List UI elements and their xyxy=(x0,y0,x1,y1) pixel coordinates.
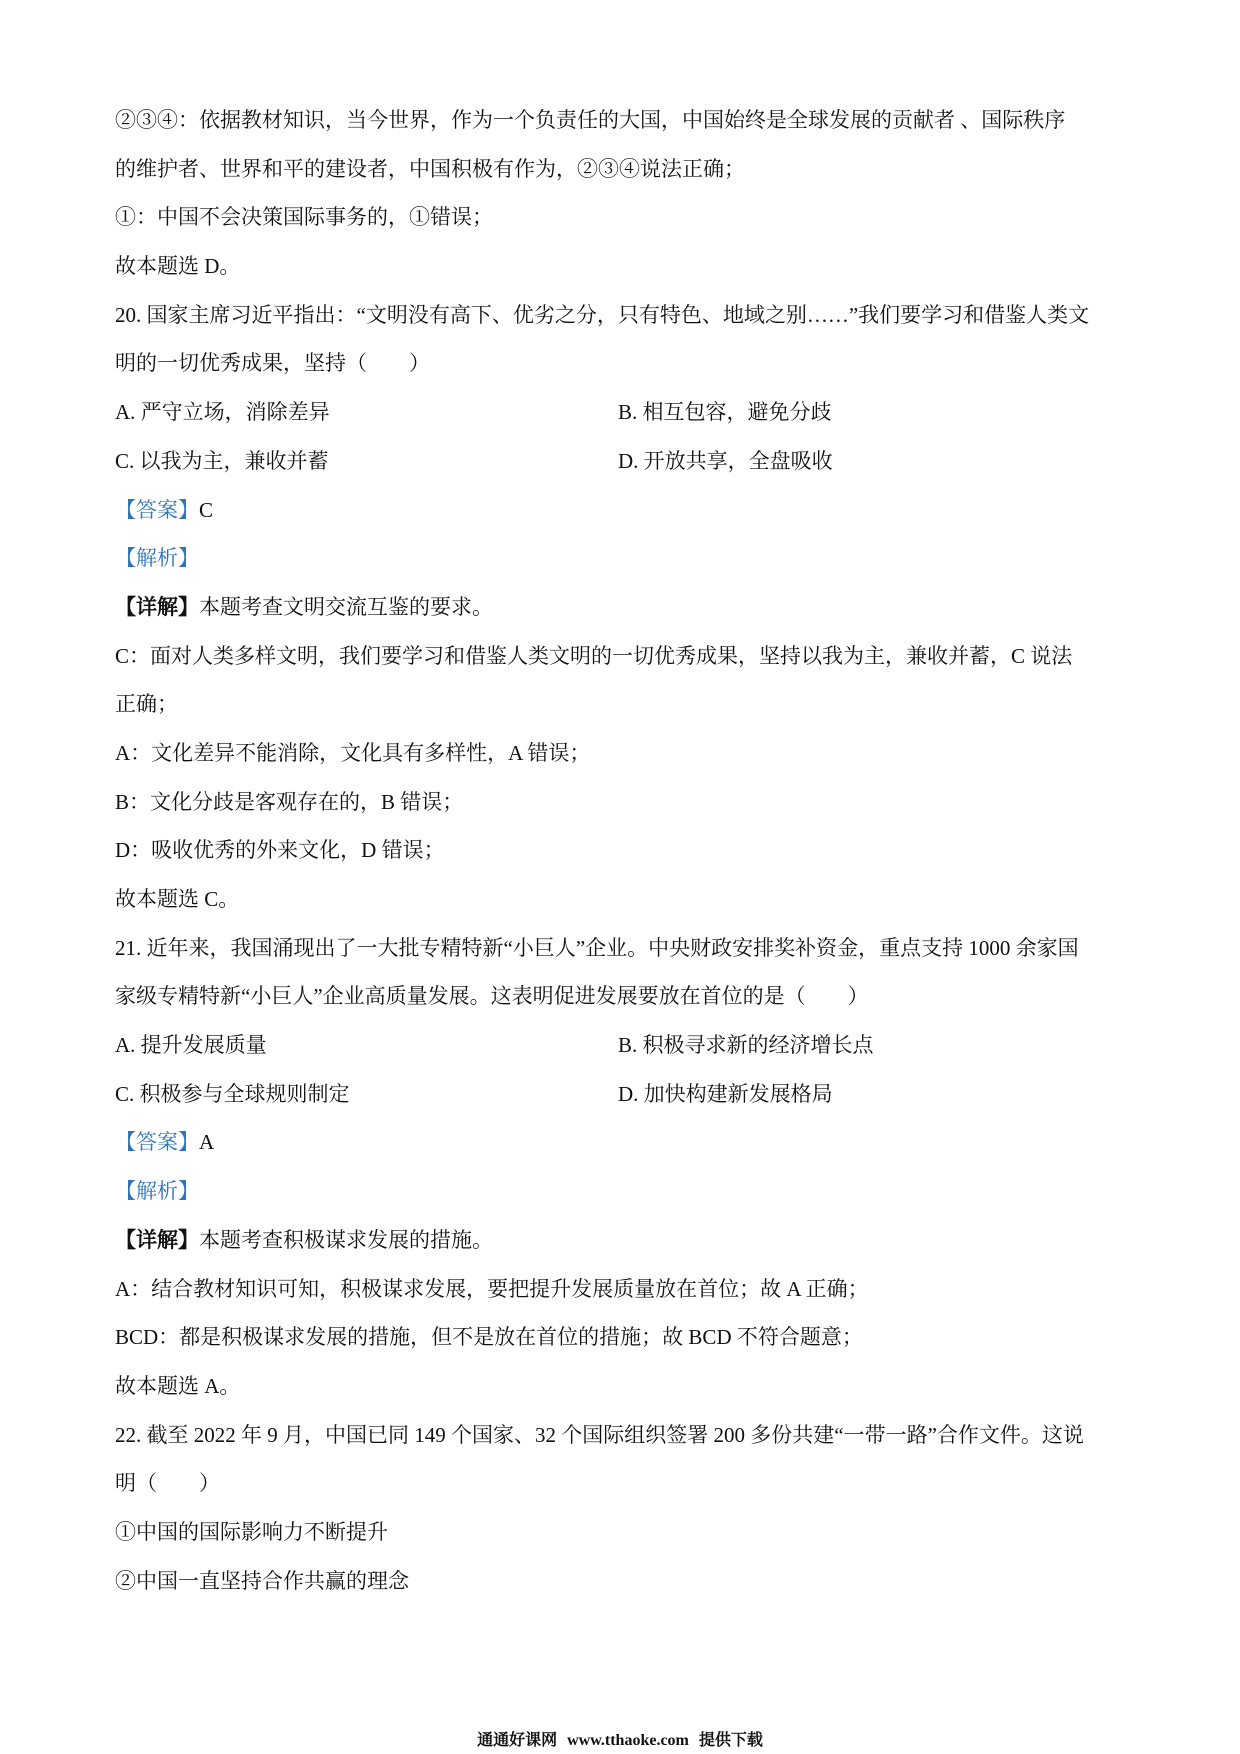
q21-options-row xyxy=(115,1021,1130,1070)
q21-option-a: A. 提升发展质量 xyxy=(115,1033,267,1058)
q20-detail-line: D：吸收优秀的外来文化，D 错误； xyxy=(115,838,445,863)
q20-detail-line: 正确； xyxy=(115,692,178,717)
q21-analysis-label: 【解析】 xyxy=(115,1179,199,1204)
detail-label: 【详解】 xyxy=(115,594,199,619)
q21-detail-intro xyxy=(115,1216,1130,1265)
q21-option-c: C. 积极参与全球规则制定 xyxy=(115,1081,350,1106)
q20-options-row xyxy=(115,388,1130,437)
q21-answer-value: A xyxy=(199,1130,215,1155)
q20-option-d: D. 开放共享，全盘吸收 xyxy=(618,448,833,473)
q20-conclusion: 故本题选 C。 xyxy=(115,887,240,911)
q22-statement-2: ②中国一直坚持合作共赢的理念 xyxy=(115,1568,409,1593)
q21-conclusion: 故本题选 A。 xyxy=(115,1373,241,1398)
page-content xyxy=(115,96,1130,1605)
q21-option-d: D. 加快构建新发展格局 xyxy=(618,1081,833,1106)
q22-stem-line: 22. 截至 2022 年 9 月，中国已同 149 个国家、32 个国际组织签署 200 多份共建“一带一路”合作文件。这说 xyxy=(115,1422,1084,1447)
q20-detail-intro xyxy=(115,583,1130,632)
q21-stem-line: 21. 近年来，我国涌现出了一大批专精特新“小巨人”企业。中央财政安排奖补资金，重点支持 1000 余家国 xyxy=(115,935,1079,960)
q20-option-b: B. 相互包容，避免分歧 xyxy=(618,400,832,425)
footer-suffix: 提供下载 xyxy=(698,1732,763,1749)
answer-label: 【答案】 xyxy=(115,1130,199,1155)
answer-label: 【答案】 xyxy=(115,497,199,522)
q19-explanation-line: ②③④：依据教材知识，当今世界，作为一个负责任的大国，中国始终是全球发展的贡献者 、国际秩序 xyxy=(115,108,1066,132)
detail-label: 【详解】 xyxy=(115,1227,199,1252)
q20-detail-line: A：文化差异不能消除，文化具有多样性，A 错误； xyxy=(115,740,591,765)
q21-detail-line: A：结合教材知识可知，积极谋求发展，要把提升发展质量放在首位；故 A 正确； xyxy=(115,1276,869,1301)
page-footer xyxy=(0,1730,1240,1752)
q20-stem-line: 20. 国家主席习近平指出：“文明没有高下、优劣之分，只有特色、地域之别……”我们要学习和借鉴人类文 xyxy=(115,302,1090,327)
q19-conclusion: 故本题选 D。 xyxy=(115,254,241,279)
q20-detail-intro-text: 本题考查文明交流互鉴的要求。 xyxy=(199,594,493,619)
footer-url: www.tthaoke.com xyxy=(567,1732,689,1749)
q19-explanation-line: ①：中国不会决策国际事务的，①错误； xyxy=(115,205,493,230)
q20-option-a: A. 严守立场，消除差异 xyxy=(115,400,330,425)
q21-option-b: B. 积极寻求新的经济增长点 xyxy=(618,1033,874,1058)
q21-options-row xyxy=(115,1070,1130,1119)
q20-analysis-label: 【解析】 xyxy=(115,546,199,571)
q21-answer-line xyxy=(115,1118,1130,1167)
q21-detail-line: BCD：都是积极谋求发展的措施，但不是放在首位的措施；故 BCD 不符合题意； xyxy=(115,1325,863,1350)
q20-option-c: C. 以我为主，兼收并蓄 xyxy=(115,448,329,473)
q22-stem-line: 明（ ） xyxy=(115,1471,220,1496)
q19-explanation-line: 的维护者、世界和平的建设者，中国积极有作为，②③④说法正确； xyxy=(115,156,745,181)
q21-stem-line: 家级专精特新“小巨人”企业高质量发展。这表明促进发展要放在首位的是（ ） xyxy=(115,984,869,1009)
q20-answer-line xyxy=(115,486,1130,535)
q20-detail-line: C：面对人类多样文明，我们要学习和借鉴人类文明的一切优秀成果，坚持以我为主，兼收并蓄，C 说法 xyxy=(115,643,1073,668)
footer-site-name: 通通好课网 xyxy=(477,1732,558,1749)
q20-detail-line: B：文化分歧是客观存在的，B 错误； xyxy=(115,789,464,814)
q21-detail-intro-text: 本题考查积极谋求发展的措施。 xyxy=(199,1227,493,1252)
q22-statement-1: ①中国的国际影响力不断提升 xyxy=(115,1519,388,1544)
q20-answer-value: C xyxy=(199,497,214,522)
q20-stem-line: 明的一切优秀成果，坚持（ ） xyxy=(115,351,430,376)
q20-options-row xyxy=(115,437,1130,486)
